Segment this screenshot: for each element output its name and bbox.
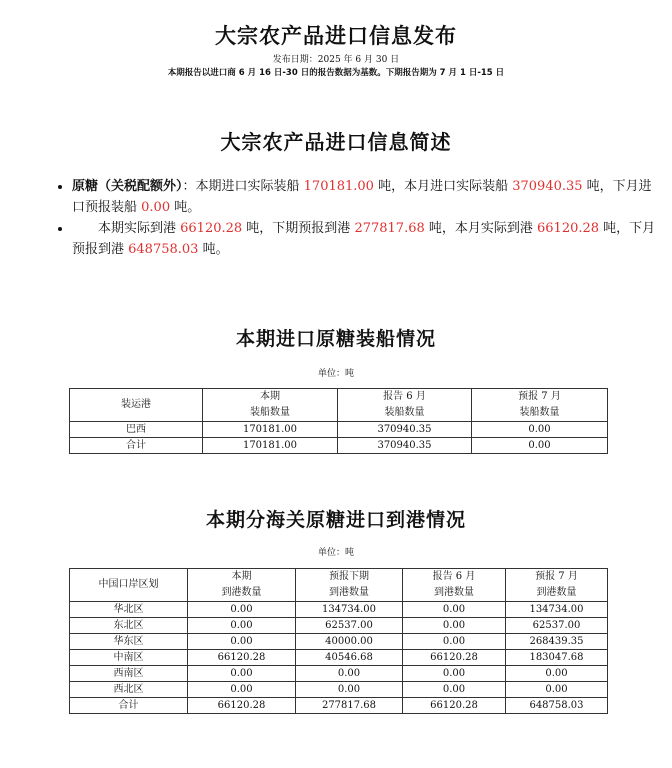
cell-next: 62537.00 bbox=[296, 618, 403, 634]
shipment-section-title: 本期进口原糖装船情况 bbox=[235, 328, 436, 350]
cell-forecast: 0.00 bbox=[472, 422, 608, 438]
table-row bbox=[70, 666, 608, 682]
cell-forecast: 62537.00 bbox=[506, 618, 608, 634]
month-shipment-value: 370940.35 bbox=[512, 179, 583, 194]
report-period-note: 本期报告以进口商 6 月 16 日-30 日的报告数据为基数。下期报告期为 7 月 1 日-15 日 bbox=[167, 68, 505, 78]
table-header-row bbox=[70, 389, 608, 422]
cell-forecast: 0.00 bbox=[506, 666, 608, 682]
cell-region: 西北区 bbox=[70, 682, 188, 698]
col-header-current: 本期 装船数量 bbox=[203, 389, 338, 422]
cell-region: 华东区 bbox=[70, 634, 188, 650]
cell-forecast: 134734.00 bbox=[506, 602, 608, 618]
cell-current: 0.00 bbox=[188, 682, 296, 698]
current-arrival-value: 66120.28 bbox=[180, 221, 243, 236]
col-header-port: 装运港 bbox=[70, 389, 203, 422]
cell-port: 巴西 bbox=[70, 422, 203, 438]
col-header-forecast: 预报 7 月 到港数量 bbox=[506, 569, 608, 602]
cell-region: 华北区 bbox=[70, 602, 188, 618]
cell-forecast: 0.00 bbox=[472, 438, 608, 454]
cell-current: 0.00 bbox=[188, 602, 296, 618]
cell-current: 0.00 bbox=[188, 634, 296, 650]
summary-item-arrivals: • 本期实际到港 66120.28 吨，下期预报到港 277817.68 吨，本月实际到港 66120.28 吨，下月预报到港 648758.03 吨。 bbox=[72, 218, 662, 260]
shipment-unit: 单位：吨 bbox=[317, 369, 354, 379]
cell-reported: 0.00 bbox=[403, 666, 506, 682]
cell-current: 66120.28 bbox=[188, 650, 296, 666]
cell-current: 170181.00 bbox=[203, 438, 338, 454]
summary-item-raw-sugar: • 原糖（关税配额外）：本期进口实际装船 170181.00 吨，本月进口实际装船 370940.35 吨，下月进口预报装船 0.00 吨。 bbox=[72, 176, 662, 218]
arrival-table bbox=[69, 568, 608, 714]
col-header-reported: 报告 6 月 装船数量 bbox=[338, 389, 472, 422]
table-row bbox=[70, 422, 608, 438]
cell-region: 东北区 bbox=[70, 618, 188, 634]
publish-date: 发布日期：2025 年 6 月 30 日 bbox=[272, 55, 400, 65]
cell-next: 134734.00 bbox=[296, 602, 403, 618]
cell-next: 40546.68 bbox=[296, 650, 403, 666]
cell-reported: 0.00 bbox=[403, 602, 506, 618]
cell-reported: 66120.28 bbox=[403, 650, 506, 666]
table-row bbox=[70, 650, 608, 666]
cell-port: 合计 bbox=[70, 438, 203, 454]
table-row bbox=[70, 438, 608, 454]
cell-current: 0.00 bbox=[188, 666, 296, 682]
table-header-row bbox=[70, 569, 608, 602]
col-header-next: 预报下期 到港数量 bbox=[296, 569, 403, 602]
cell-region: 西南区 bbox=[70, 666, 188, 682]
col-header-forecast: 预报 7 月 装船数量 bbox=[472, 389, 608, 422]
cell-next: 40000.00 bbox=[296, 634, 403, 650]
cell-current: 0.00 bbox=[188, 618, 296, 634]
table-row bbox=[70, 682, 608, 698]
cell-reported: 370940.35 bbox=[338, 422, 472, 438]
col-header-reported: 报告 6 月 到港数量 bbox=[403, 569, 506, 602]
cell-reported: 370940.35 bbox=[338, 438, 472, 454]
arrival-unit: 单位：吨 bbox=[317, 548, 354, 558]
table-row bbox=[70, 634, 608, 650]
next-period-arrival-value: 277817.68 bbox=[354, 221, 425, 236]
cell-region: 中南区 bbox=[70, 650, 188, 666]
month-arrival-value: 66120.28 bbox=[537, 221, 600, 236]
cell-forecast: 268439.35 bbox=[506, 634, 608, 650]
cell-current: 170181.00 bbox=[203, 422, 338, 438]
page-title: 大宗农产品进口信息发布 bbox=[215, 24, 457, 48]
cell-next: 0.00 bbox=[296, 682, 403, 698]
cell-reported: 0.00 bbox=[403, 618, 506, 634]
shipment-table bbox=[69, 388, 608, 454]
cell-region: 合计 bbox=[70, 698, 188, 714]
cell-reported: 0.00 bbox=[403, 682, 506, 698]
table-row bbox=[70, 618, 608, 634]
cell-forecast: 183047.68 bbox=[506, 650, 608, 666]
col-header-region: 中国口岸区划 bbox=[70, 569, 188, 602]
next-month-arrival-value: 648758.03 bbox=[128, 242, 199, 257]
cell-forecast: 648758.03 bbox=[506, 698, 608, 714]
cell-next: 277817.68 bbox=[296, 698, 403, 714]
cell-reported: 66120.28 bbox=[403, 698, 506, 714]
summary-title: 大宗农产品进口信息简述 bbox=[220, 130, 452, 154]
commodity-name: 原糖（关税配额外） bbox=[72, 179, 183, 194]
cell-forecast: 0.00 bbox=[506, 682, 608, 698]
summary-list bbox=[48, 176, 662, 260]
col-header-current: 本期 到港数量 bbox=[188, 569, 296, 602]
next-month-shipment-value: 0.00 bbox=[141, 200, 171, 215]
table-row bbox=[70, 698, 608, 714]
cell-current: 66120.28 bbox=[188, 698, 296, 714]
cell-next: 0.00 bbox=[296, 666, 403, 682]
current-shipment-value: 170181.00 bbox=[303, 179, 374, 194]
cell-reported: 0.00 bbox=[403, 634, 506, 650]
table-row bbox=[70, 602, 608, 618]
arrival-section-title: 本期分海关原糖进口到港情况 bbox=[205, 509, 466, 531]
